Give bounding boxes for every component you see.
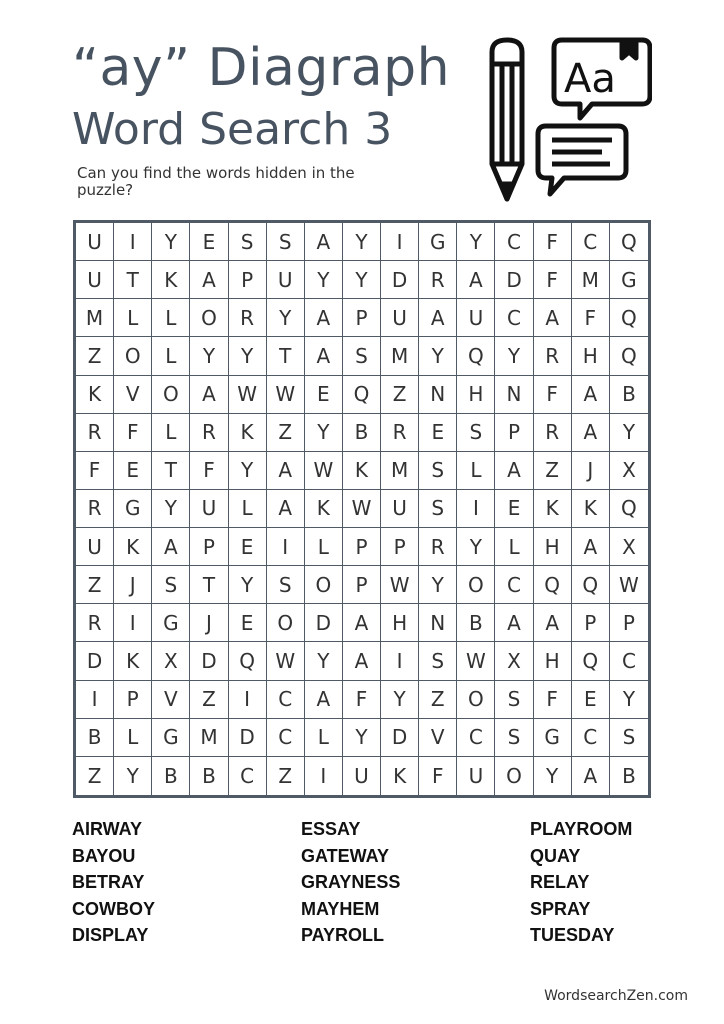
word-list-item: AIRWAY bbox=[72, 819, 143, 839]
grid-cell[interactable]: A bbox=[534, 604, 572, 642]
grid-cell[interactable]: T bbox=[152, 452, 190, 490]
grid-cell[interactable]: M bbox=[76, 299, 114, 337]
grid-cell[interactable]: S bbox=[495, 719, 533, 757]
page-title-line2: Word Search 3 bbox=[72, 104, 393, 155]
grid-cell[interactable]: S bbox=[457, 414, 495, 452]
grid-cell[interactable]: F bbox=[419, 757, 457, 795]
grid-cell[interactable]: D bbox=[495, 261, 533, 299]
grid-cell[interactable]: H bbox=[534, 528, 572, 566]
grid-cell[interactable]: A bbox=[267, 452, 305, 490]
grid-cell[interactable]: W bbox=[267, 376, 305, 414]
grid-cell[interactable]: I bbox=[457, 490, 495, 528]
grid-cell[interactable]: S bbox=[152, 566, 190, 604]
word-list-item: SPRAY bbox=[530, 898, 591, 919]
grid-cell[interactable]: W bbox=[229, 376, 267, 414]
grid-cell[interactable]: B bbox=[343, 414, 381, 452]
grid-cell[interactable]: F bbox=[534, 223, 572, 261]
grid-cell[interactable]: U bbox=[457, 299, 495, 337]
grid-cell[interactable]: A bbox=[495, 452, 533, 490]
grid-cell[interactable]: Y bbox=[229, 337, 267, 375]
grid-cell[interactable]: Y bbox=[229, 566, 267, 604]
grid-cell[interactable]: Q bbox=[610, 490, 648, 528]
grid-cell[interactable]: U bbox=[381, 490, 419, 528]
grid-cell[interactable]: D bbox=[190, 642, 228, 680]
grid-cell[interactable]: U bbox=[343, 757, 381, 795]
grid-cell[interactable]: I bbox=[114, 604, 152, 642]
grid-cell[interactable]: K bbox=[381, 757, 419, 795]
footer-credit: WordsearchZen.com bbox=[544, 988, 688, 1004]
grid-cell[interactable]: F bbox=[76, 452, 114, 490]
grid-cell[interactable]: Z bbox=[419, 681, 457, 719]
grid-cell[interactable]: C bbox=[267, 719, 305, 757]
grid-cell[interactable]: Y bbox=[229, 452, 267, 490]
grid-cell[interactable]: A bbox=[305, 681, 343, 719]
grid-cell[interactable]: Y bbox=[495, 337, 533, 375]
grid-cell[interactable]: B bbox=[457, 604, 495, 642]
grid-cell[interactable]: S bbox=[229, 223, 267, 261]
grid-cell[interactable]: Z bbox=[76, 566, 114, 604]
grid-cell[interactable]: W bbox=[381, 566, 419, 604]
grid-cell[interactable]: G bbox=[152, 604, 190, 642]
grid-cell[interactable]: M bbox=[572, 261, 610, 299]
grid-cell[interactable]: H bbox=[572, 337, 610, 375]
grid-cell[interactable]: K bbox=[152, 261, 190, 299]
grid-cell[interactable]: A bbox=[572, 376, 610, 414]
grid-cell[interactable]: G bbox=[534, 719, 572, 757]
grid-cell[interactable]: L bbox=[152, 414, 190, 452]
grid-cell[interactable]: U bbox=[267, 261, 305, 299]
grid-cell[interactable]: P bbox=[190, 528, 228, 566]
grid-cell[interactable]: P bbox=[343, 566, 381, 604]
grid-cell[interactable]: X bbox=[610, 528, 648, 566]
grid-cell[interactable]: J bbox=[190, 604, 228, 642]
word-search-grid bbox=[73, 220, 651, 798]
grid-cell[interactable]: G bbox=[419, 223, 457, 261]
grid-cell[interactable]: Q bbox=[572, 642, 610, 680]
grid-cell[interactable]: R bbox=[76, 490, 114, 528]
grid-cell[interactable]: P bbox=[572, 604, 610, 642]
grid-cell[interactable]: A bbox=[190, 261, 228, 299]
grid-cell[interactable]: B bbox=[622, 763, 636, 788]
grid-cell[interactable]: E bbox=[495, 490, 533, 528]
grid-cell[interactable]: Z bbox=[267, 757, 305, 795]
word-list-item: GRAYNESS bbox=[301, 872, 401, 892]
word-list-item: GATEWAY bbox=[301, 845, 390, 866]
grid-cell[interactable]: P bbox=[343, 528, 381, 566]
grid-cell[interactable]: V bbox=[419, 719, 457, 757]
grid-cell[interactable]: Z bbox=[76, 337, 114, 375]
grid-cell[interactable]: W bbox=[457, 642, 495, 680]
grid-cell[interactable]: Y bbox=[343, 719, 381, 757]
grid-cell[interactable]: O bbox=[457, 566, 495, 604]
grid-cell[interactable]: B bbox=[76, 719, 114, 757]
grid-cell[interactable]: U bbox=[381, 299, 419, 337]
grid-cell[interactable]: D bbox=[305, 604, 343, 642]
grid-cell[interactable]: K bbox=[534, 490, 572, 528]
grid-cell[interactable]: I bbox=[267, 528, 305, 566]
grid-cell[interactable]: U bbox=[457, 757, 495, 795]
grid-cell[interactable]: F bbox=[534, 261, 572, 299]
grid-cell[interactable]: E bbox=[572, 681, 610, 719]
grid-cell[interactable]: F bbox=[534, 376, 572, 414]
word-list-item: PAYROLL bbox=[301, 925, 385, 945]
grid-cell[interactable]: I bbox=[381, 223, 419, 261]
grid-cell[interactable]: S bbox=[419, 452, 457, 490]
grid-cell[interactable]: Q bbox=[572, 566, 610, 604]
grid-cell[interactable]: U bbox=[76, 223, 114, 261]
grid-cell[interactable]: J bbox=[114, 566, 152, 604]
grid-cell[interactable]: C bbox=[457, 719, 495, 757]
grid-cell[interactable]: L bbox=[305, 719, 343, 757]
page-title-line1: “ay” Diagraph bbox=[72, 38, 451, 98]
grid-cell[interactable]: T bbox=[267, 337, 305, 375]
grid-cell[interactable]: I bbox=[76, 681, 114, 719]
word-list-column bbox=[301, 818, 530, 947]
grid-cell[interactable]: N bbox=[419, 376, 457, 414]
grid-cell[interactable]: E bbox=[190, 223, 228, 261]
grid-cell[interactable]: R bbox=[419, 528, 457, 566]
grid-cell[interactable]: A bbox=[305, 299, 343, 337]
grid-cell[interactable]: O bbox=[114, 337, 152, 375]
grid-cell[interactable]: L bbox=[152, 337, 190, 375]
grid-cell[interactable]: X bbox=[610, 452, 648, 490]
grid-cell[interactable]: A bbox=[190, 376, 228, 414]
grid-cell[interactable]: A bbox=[572, 528, 610, 566]
word-list-item: TUESDAY bbox=[530, 925, 615, 945]
grid-cell[interactable]: Z bbox=[381, 376, 419, 414]
pencil-icon bbox=[492, 40, 522, 199]
grid-cell[interactable]: C bbox=[495, 566, 533, 604]
grid-cell[interactable]: Q bbox=[457, 337, 495, 375]
grid-cell[interactable]: H bbox=[534, 642, 572, 680]
grid-cell[interactable]: R bbox=[534, 337, 572, 375]
grid-cell[interactable]: A bbox=[152, 528, 190, 566]
grid-cell[interactable]: Q bbox=[610, 299, 648, 337]
grid-cell[interactable]: A bbox=[305, 337, 343, 375]
grid-cell[interactable]: A bbox=[419, 299, 457, 337]
grid-cell[interactable]: L bbox=[152, 299, 190, 337]
grid-cell[interactable]: S bbox=[343, 337, 381, 375]
grid-cell[interactable]: P bbox=[229, 261, 267, 299]
grid-cell[interactable]: C bbox=[495, 299, 533, 337]
grid-cell[interactable]: A bbox=[572, 414, 610, 452]
grid-cell[interactable]: D bbox=[381, 719, 419, 757]
grid-cell[interactable]: C bbox=[572, 719, 610, 757]
grid-cell[interactable]: L bbox=[457, 452, 495, 490]
subtitle: Can you find the words hidden in the puzzle? bbox=[77, 164, 355, 199]
grid-cell[interactable]: Q bbox=[343, 376, 381, 414]
word-list-item: QUAY bbox=[530, 845, 581, 866]
grid-cell[interactable]: A bbox=[343, 604, 381, 642]
word-list bbox=[72, 818, 662, 947]
word-list-column bbox=[72, 818, 301, 947]
grid-cell[interactable]: Y bbox=[457, 528, 495, 566]
grid-cell[interactable]: Y bbox=[152, 490, 190, 528]
grid-cell[interactable]: L bbox=[495, 528, 533, 566]
grid-cell[interactable]: M bbox=[190, 719, 228, 757]
grid-cell[interactable]: G bbox=[114, 490, 152, 528]
grid-cell[interactable]: R bbox=[381, 414, 419, 452]
grid-cell[interactable]: I bbox=[114, 223, 152, 261]
grid-cell[interactable]: C bbox=[572, 223, 610, 261]
grid-cell[interactable]: Q bbox=[229, 642, 267, 680]
grid-cell[interactable]: U bbox=[76, 261, 114, 299]
grid-cell[interactable]: E bbox=[114, 452, 152, 490]
grid-cell[interactable]: P bbox=[381, 528, 419, 566]
grid-cell[interactable]: A bbox=[305, 223, 343, 261]
grid-cell[interactable]: U bbox=[190, 490, 228, 528]
grid-cell[interactable]: L bbox=[114, 719, 152, 757]
grid-cell[interactable]: T bbox=[190, 566, 228, 604]
grid-cell[interactable]: Y bbox=[610, 414, 648, 452]
grid-cell[interactable]: O bbox=[495, 757, 533, 795]
grid-cell[interactable]: Y bbox=[381, 681, 419, 719]
grid-cell[interactable]: O bbox=[267, 604, 305, 642]
grid-cell[interactable]: Q bbox=[534, 566, 572, 604]
grid-cell[interactable]: D bbox=[381, 261, 419, 299]
grid-cell[interactable]: W bbox=[267, 642, 305, 680]
grid-cell[interactable]: O bbox=[152, 376, 190, 414]
grid-cell[interactable]: Y bbox=[152, 223, 190, 261]
grid-cell[interactable]: Y bbox=[343, 223, 381, 261]
grid-cell[interactable]: R bbox=[229, 299, 267, 337]
grid-cell[interactable]: S bbox=[610, 719, 648, 757]
grid-cell[interactable]: K bbox=[343, 452, 381, 490]
grid-cell[interactable]: F bbox=[190, 452, 228, 490]
grid-cell[interactable]: W bbox=[343, 490, 381, 528]
grid-cell[interactable]: K bbox=[114, 642, 152, 680]
grid-cell[interactable]: P bbox=[343, 299, 381, 337]
grid-cell[interactable]: I bbox=[381, 642, 419, 680]
dictionary-icon bbox=[554, 40, 650, 118]
grid-cell[interactable]: B bbox=[152, 757, 190, 795]
grid-cell[interactable]: W bbox=[305, 452, 343, 490]
word-list-item: MAYHEM bbox=[301, 898, 380, 919]
grid-cell[interactable]: F bbox=[343, 681, 381, 719]
grid-cell[interactable]: Z bbox=[190, 681, 228, 719]
grid-cell[interactable]: Y bbox=[305, 642, 343, 680]
grid-cell[interactable]: K bbox=[114, 528, 152, 566]
grid-cell[interactable]: H bbox=[381, 604, 419, 642]
grid-cell[interactable]: S bbox=[419, 490, 457, 528]
grid-cell[interactable]: Y bbox=[267, 299, 305, 337]
grid-cell[interactable]: M bbox=[381, 337, 419, 375]
grid-cell[interactable]: S bbox=[495, 681, 533, 719]
grid-cell[interactable]: Z bbox=[534, 452, 572, 490]
grid-cell[interactable]: D bbox=[76, 642, 114, 680]
grid-cell[interactable]: C bbox=[610, 642, 648, 680]
grid-cell[interactable]: Y bbox=[534, 757, 572, 795]
grid-cell[interactable]: X bbox=[152, 642, 190, 680]
text-bubble-icon bbox=[538, 126, 626, 194]
grid-cell[interactable]: I bbox=[229, 681, 267, 719]
grid-cell[interactable]: O bbox=[305, 566, 343, 604]
grid-cell[interactable]: Y bbox=[305, 261, 343, 299]
grid-cell[interactable]: N bbox=[419, 604, 457, 642]
grid-cell[interactable]: X bbox=[495, 642, 533, 680]
grid-cell[interactable]: R bbox=[190, 414, 228, 452]
grid-cell[interactable]: K bbox=[305, 490, 343, 528]
grid-cell[interactable]: L bbox=[114, 299, 152, 337]
word-list-item: COWBOY bbox=[72, 898, 155, 919]
grid-cell[interactable]: P bbox=[495, 414, 533, 452]
grid-cell[interactable]: Y bbox=[457, 223, 495, 261]
grid-cell[interactable]: S bbox=[267, 566, 305, 604]
grid-cell[interactable]: Y bbox=[419, 566, 457, 604]
grid-cell[interactable]: C bbox=[267, 681, 305, 719]
grid-cell[interactable]: C bbox=[495, 223, 533, 261]
grid-cell[interactable]: L bbox=[229, 490, 267, 528]
grid-cell[interactable]: P bbox=[610, 604, 648, 642]
grid-cell[interactable]: E bbox=[229, 528, 267, 566]
grid-cell[interactable]: Y bbox=[190, 337, 228, 375]
grid-cell[interactable]: P bbox=[114, 681, 152, 719]
grid-cell[interactable]: S bbox=[267, 223, 305, 261]
grid-cell[interactable]: F bbox=[534, 681, 572, 719]
grid-cell[interactable]: R bbox=[419, 261, 457, 299]
grid-cell[interactable]: Y bbox=[610, 681, 648, 719]
grid-cell[interactable]: E bbox=[305, 376, 343, 414]
grid-cell[interactable]: N bbox=[495, 376, 533, 414]
grid-cell[interactable]: K bbox=[572, 490, 610, 528]
grid-cell[interactable]: D bbox=[229, 719, 267, 757]
word-list-item: BETRAY bbox=[72, 872, 145, 892]
grid-cell[interactable]: Y bbox=[419, 337, 457, 375]
grid-cell[interactable]: A bbox=[495, 604, 533, 642]
word-list-item: ESSAY bbox=[301, 819, 361, 839]
grid-cell[interactable]: R bbox=[534, 414, 572, 452]
word-list-item: DISPLAY bbox=[72, 925, 149, 945]
grid-cell[interactable]: A bbox=[457, 261, 495, 299]
word-list-item: BAYOU bbox=[72, 845, 136, 866]
grid-cell[interactable]: U bbox=[76, 528, 114, 566]
grid-cell[interactable]: A bbox=[534, 299, 572, 337]
grid-cell[interactable]: G bbox=[152, 719, 190, 757]
grid-cell[interactable]: Y bbox=[343, 261, 381, 299]
grid-cell[interactable]: Y bbox=[305, 414, 343, 452]
grid-cell[interactable]: B bbox=[610, 376, 648, 414]
word-list-item: RELAY bbox=[530, 872, 590, 892]
grid-cell[interactable]: K bbox=[229, 414, 267, 452]
grid-cell[interactable]: O bbox=[190, 299, 228, 337]
grid-cell[interactable]: L bbox=[305, 528, 343, 566]
grid-cell[interactable]: A bbox=[343, 642, 381, 680]
grid-cell[interactable]: V bbox=[114, 376, 152, 414]
grid-cell[interactable]: A bbox=[572, 757, 610, 795]
grid-cell[interactable]: B bbox=[190, 757, 228, 795]
grid-cell[interactable]: Z bbox=[76, 757, 114, 795]
grid-cell[interactable]: R bbox=[76, 414, 114, 452]
svg-text:Aa: Aa bbox=[564, 56, 616, 102]
grid-cell[interactable]: T bbox=[114, 261, 152, 299]
grid-cell[interactable]: H bbox=[457, 376, 495, 414]
grid-cell[interactable]: M bbox=[381, 452, 419, 490]
grid-cell[interactable]: W bbox=[610, 566, 648, 604]
grid-cell[interactable]: I bbox=[305, 757, 343, 795]
grid-cell[interactable]: R bbox=[76, 604, 114, 642]
grid-cell[interactable]: A bbox=[267, 490, 305, 528]
word-list-column bbox=[530, 818, 662, 947]
grid-cell[interactable]: F bbox=[114, 414, 152, 452]
grid-cell[interactable]: Q bbox=[610, 223, 648, 261]
word-list-item: PLAYROOM bbox=[530, 819, 633, 839]
grid-cell[interactable]: S bbox=[419, 642, 457, 680]
grid-cell[interactable]: Q bbox=[610, 337, 648, 375]
grid-cell[interactable]: V bbox=[152, 681, 190, 719]
grid-cell[interactable]: E bbox=[419, 414, 457, 452]
grid-cell[interactable]: O bbox=[457, 681, 495, 719]
grid-cell[interactable]: E bbox=[229, 604, 267, 642]
grid-cell[interactable]: G bbox=[610, 261, 648, 299]
header-illustration bbox=[482, 34, 652, 204]
grid-cell[interactable]: F bbox=[572, 299, 610, 337]
grid-cell[interactable]: J bbox=[572, 452, 610, 490]
grid-cell[interactable]: K bbox=[76, 376, 114, 414]
grid-cell[interactable]: Y bbox=[114, 757, 152, 795]
grid-cell[interactable]: Z bbox=[267, 414, 305, 452]
grid-cell[interactable]: C bbox=[229, 757, 267, 795]
